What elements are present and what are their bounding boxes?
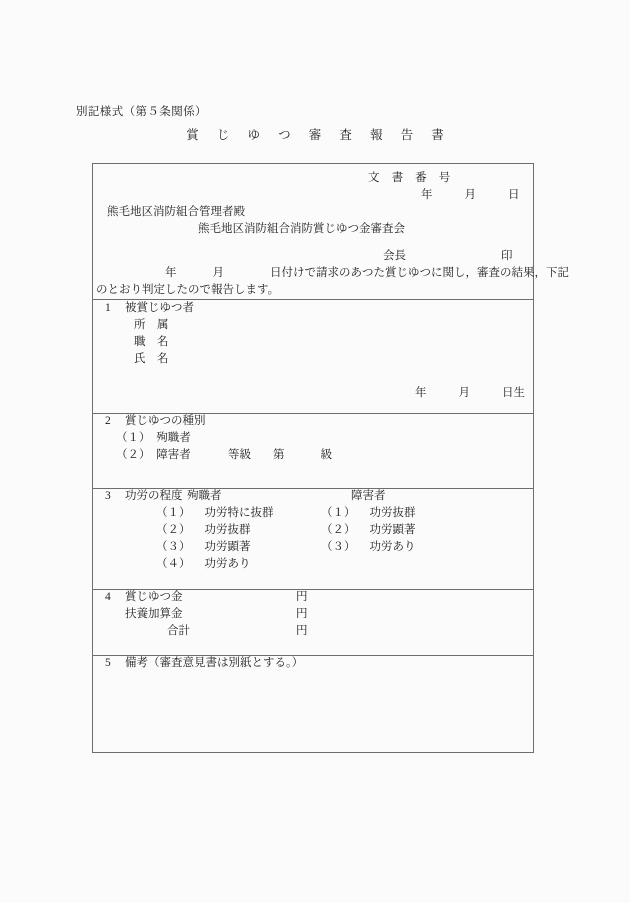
grade-suffix: 級: [320, 449, 332, 461]
section-4-heading: 賞じゆつ金: [125, 591, 183, 603]
birthdate-line: [415, 385, 525, 402]
total-label: 合計: [167, 625, 190, 637]
section-2-heading: 賞じゆつの種別: [125, 415, 206, 427]
merit-a-item-2: [156, 522, 251, 539]
section-1-number: 1: [105, 302, 111, 314]
document-date-line: [421, 187, 520, 204]
grade-line: [228, 447, 332, 464]
section-5: [93, 655, 533, 752]
section-1-heading: 被賞じゆつ者: [125, 302, 194, 314]
merit-b-item-1: [321, 505, 416, 522]
request-date-line: [165, 265, 569, 282]
merit-a-label-4: 功労あり: [204, 558, 251, 570]
request-text: 日付けで請求のあつた賞じゆつに関し，審査の結果，下記: [270, 267, 569, 279]
merit-a-num-2: （２）: [156, 524, 191, 536]
merit-a-label-2: 功労抜群: [204, 524, 251, 536]
section-4-number: 4: [105, 591, 111, 603]
merit-a-item-3: [156, 539, 251, 556]
section-3: [93, 488, 533, 589]
merit-a-num-3: （３）: [156, 541, 191, 553]
section-5-number: 5: [105, 657, 111, 669]
section-3-heading: 功労の程度: [125, 490, 183, 502]
allowance-label: 扶養加算金: [125, 608, 183, 620]
total-amount-unit: 円: [296, 625, 308, 637]
merit-a-num-4: （４）: [156, 558, 191, 570]
merit-a-item-4: [156, 556, 251, 573]
grade-prefix: 第: [273, 449, 285, 461]
merit-a-label-1: 功労特に抜群: [204, 507, 274, 519]
council-name: 熊毛地区消防組合消防賞じゆつ金審査会: [198, 223, 405, 235]
field-affiliation-label: 所 属: [134, 319, 169, 331]
date-month: 月: [464, 189, 476, 201]
preamble-block: [93, 164, 569, 299]
merit-b-num-1: （１）: [321, 507, 356, 519]
merit-a-label-3: 功労顕著: [204, 541, 251, 553]
allowance-amount-unit: 円: [296, 608, 308, 620]
date-year: 年: [421, 189, 433, 201]
seal-label: 印: [501, 250, 513, 262]
date-day: 日: [508, 189, 520, 201]
chairman-label: 会長: [383, 250, 406, 262]
request-month: 月: [212, 267, 224, 279]
section-4: [93, 589, 533, 655]
merit-b-label-3: 功労あり: [369, 541, 416, 553]
merit-column-b-header: 障害者: [351, 490, 386, 502]
section-2: [93, 413, 533, 488]
merit-a-num-1: （１）: [156, 507, 191, 519]
merit-b-item-2: [321, 522, 416, 539]
section-5-heading: 備考（審査意見書は別紙とする。）: [125, 657, 304, 669]
section-2-number: 2: [105, 415, 111, 427]
form-code: 別記様式（第５条関係）: [76, 106, 207, 118]
merit-b-num-2: （２）: [321, 524, 356, 536]
section-1: [93, 300, 533, 413]
request-year: 年: [165, 267, 177, 279]
merit-b-item-3: [321, 539, 416, 556]
merit-b-label-2: 功労顕著: [369, 524, 416, 536]
birth-day: 日生: [502, 387, 525, 399]
award-amount-unit: 円: [296, 591, 308, 603]
grade-label: 等級: [228, 449, 251, 461]
birth-month: 月: [458, 387, 470, 399]
award-type-option-1: （１） 殉職者: [116, 432, 191, 444]
merit-column-a-header: 殉職者: [187, 490, 222, 502]
field-name-label: 氏 名: [134, 353, 169, 365]
section-3-number: 3: [105, 490, 111, 502]
merit-a-item-1: [156, 505, 274, 522]
report-form-frame: [92, 163, 569, 753]
merit-b-num-3: （３）: [321, 541, 356, 553]
field-jobtitle-label: 職 名: [134, 336, 169, 348]
birth-year: 年: [415, 387, 427, 399]
closing-line: のとおり判定したので報告します。: [96, 284, 280, 296]
page-title: 賞 じ ゆ つ 審 査 報 告 書: [186, 128, 452, 142]
addressee: 熊毛地区消防組合管理者殿: [107, 206, 245, 218]
merit-b-label-1: 功労抜群: [369, 507, 416, 519]
document-number-label: 文 書 番 号: [368, 172, 455, 184]
award-type-option-2: （２） 障害者: [116, 449, 191, 461]
